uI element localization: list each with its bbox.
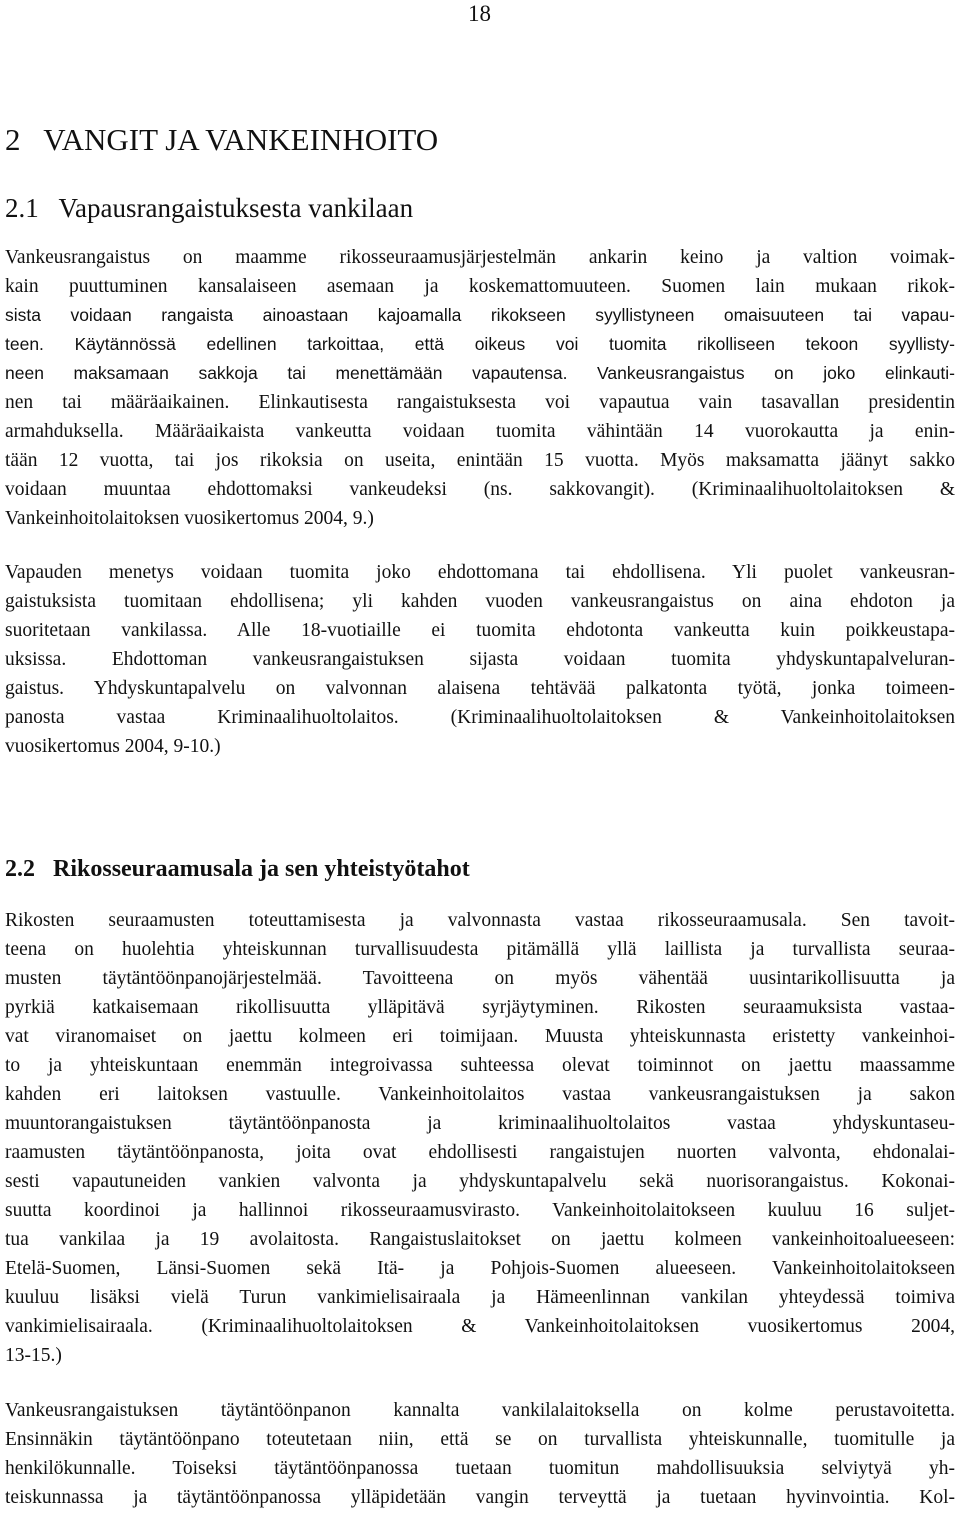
chapter-heading: 2 VANGIT JA VANKEINHOITO bbox=[5, 122, 439, 157]
paragraph-2-1-a bbox=[5, 243, 955, 533]
text-line: vuosikertomus 2004, 9-10.) bbox=[5, 736, 221, 757]
text-line: Vankeinhoitolaitoksen vuosikertomus 2004, 9.) bbox=[5, 508, 374, 529]
text-line: nen tai määräaikainen. Elinkautisesta rangaistuksesta voi vapautua vain tasavallan presidentin bbox=[5, 392, 955, 413]
text-line: Rikosten seuraamusten toteuttamisesta ja valvonnasta vastaa rikosseuraamusala. Sen tavoit- bbox=[5, 910, 955, 931]
text-line: Vankeusrangaistuksen täytäntöönpanon kannalta vankilalaitoksella on kolme perustavoitetta. bbox=[5, 1400, 955, 1421]
text-line: henkilökunnalle. Toiseksi täytäntöönpanossa tuetaan tuomitun mahdollisuuksia selviytyä yh- bbox=[5, 1458, 955, 1479]
text-line: teiskunnassa ja täytäntöönpanossa ylläpidetään vangin terveyttä ja tuetaan hyvinvointia. Kol- bbox=[5, 1487, 955, 1508]
text-line: teen. Käytännössä edellinen tarkoittaa, että oikeus voi tuomita rikolliseen tekoon syyllisty- bbox=[5, 334, 955, 354]
text-line: raamusten täytäntöönpanosta, joita ovat ehdollisesti rangaistujen nuorten valvonta, ehdonalai- bbox=[5, 1142, 955, 1163]
text-line: Vankeusrangaistus on maamme rikosseuraamusjärjestelmän ankarin keino ja valtion voimak- bbox=[5, 247, 955, 268]
paragraph-2-1-b bbox=[5, 558, 955, 761]
text-line: panosta vastaa Kriminaalihuoltolaitos. (Kriminaalihuoltolaitoksen & Vankeinhoitolaitoksen bbox=[5, 707, 955, 728]
text-line: voidaan muuntaa ehdottomaksi vankeudeksi (ns. sakkovangit). (Kriminaalihuoltolaitoksen & bbox=[5, 479, 955, 500]
paragraph-2-2-a bbox=[5, 906, 955, 1370]
text-line: Etelä-Suomen, Länsi-Suomen sekä Itä- ja Pohjois-Suomen alueeseen. Vankeinhoitolaitokseen bbox=[5, 1258, 955, 1279]
text-line: Vapauden menetys voidaan tuomita joko ehdottomana tai ehdollisena. Yli puolet vankeusran- bbox=[5, 562, 955, 583]
text-line: tään 12 vuotta, tai jos rikoksia on useita, enintään 15 vuotta. Myös maksamatta jäänyt sakko bbox=[5, 450, 955, 471]
text-line: teena on huolehtia yhteiskunnan turvallisuudesta pitämällä yllä laillista ja turvallista seuraa- bbox=[5, 939, 955, 960]
text-line: 13-15.) bbox=[5, 1345, 62, 1366]
text-line: armahduksella. Määräaikaista vankeutta voidaan tuomita vähintään 14 vuorokautta ja enin- bbox=[5, 421, 955, 442]
text-line: kain puuttuminen kansalaiseen asemaan ja koskemattomuuteen. Suomen lain mukaan rikok- bbox=[5, 276, 955, 297]
text-line: uksissa. Ehdottoman vankeusrangaistuksen sijasta voidaan tuomita yhdyskuntapalveluran- bbox=[5, 649, 955, 670]
text-line: kahden eri laitoksen vastuulle. Vankeinhoitolaitos vastaa vankeusrangaistuksen ja sakon bbox=[5, 1084, 955, 1105]
text-line: kuuluu lisäksi vielä Turun vankimielisairaala ja Hämeenlinnan vankilan yhteydessä toimiva bbox=[5, 1287, 955, 1308]
text-line: sista voidaan rangaista ainoastaan kajoamalla rikokseen syyllistyneen omaisuuteen tai vapau- bbox=[5, 305, 955, 325]
page-number: 18 bbox=[468, 1, 491, 26]
text-line: musten täytäntöönpanojärjestelmää. Tavoitteena on myös vähentää uusintarikollisuutta ja bbox=[5, 968, 955, 989]
text-line: vat viranomaiset on jaettu kolmeen eri toimijaan. Muusta yhteiskunnasta eristetty vankeinhoi- bbox=[5, 1026, 955, 1047]
text-line: pyrkiä katkaisemaan rikollisuutta ylläpitävä syrjäytyminen. Rikosten seuraamuksista vastaa- bbox=[5, 997, 955, 1018]
text-line: vankimielisairaala. (Kriminaalihuoltolaitoksen & Vankeinhoitolaitoksen vuosikertomus 2004, bbox=[5, 1316, 955, 1337]
text-line: gaistuksista tuomitaan ehdollisena; yli kahden vuoden vankeusrangaistus on aina ehdoton ja bbox=[5, 591, 955, 612]
section-heading-2-1: 2.1 Vapausrangaistuksesta vankilaan bbox=[5, 193, 414, 223]
section-heading-2-2: 2.2 Rikosseuraamusala ja sen yhteistyötahot bbox=[5, 856, 470, 882]
text-line: suutta koordinoi ja hallinnoi rikosseuraamusvirasto. Vankeinhoitolaitokseen kuuluu 16 suljet- bbox=[5, 1200, 955, 1221]
paragraph-2-2-b bbox=[5, 1396, 955, 1512]
text-line: sesti vapautuneiden vankien valvonta ja yhdyskuntapalvelu sekä nuorisorangaistus. Kokonai- bbox=[5, 1171, 955, 1192]
text-line: Ensinnäkin täytäntöönpano toteutetaan niin, että se on turvallista yhteiskunnalle, tuomitulle ja bbox=[5, 1429, 955, 1450]
text-line: gaistus. Yhdyskuntapalvelu on valvonnan alaisena tehtävää palkatonta työtä, jonka toimeen- bbox=[5, 678, 955, 699]
text-line: to ja yhteiskuntaan enemmän integroivassa suhteessa olevat toiminnot on jaettu maassamme bbox=[5, 1055, 955, 1076]
text-line: neen maksamaan sakkoja tai menettämään vapautensa. Vankeusrangaistus on joko elinkauti- bbox=[5, 363, 955, 383]
text-line: tua vankilaa ja 19 avolaitosta. Rangaistuslaitokset on jaettu kolmeen vankeinhoitoalueeseen: bbox=[5, 1229, 955, 1250]
text-line: muuntorangaistuksen täytäntöönpanosta ja kriminaalihuoltolaitos vastaa yhdyskuntaseu- bbox=[5, 1113, 955, 1134]
text-line: suoritetaan vankilassa. Alle 18-vuotiaille ei tuomita ehdotonta vankeutta kuin poikkeustapa- bbox=[5, 620, 955, 641]
